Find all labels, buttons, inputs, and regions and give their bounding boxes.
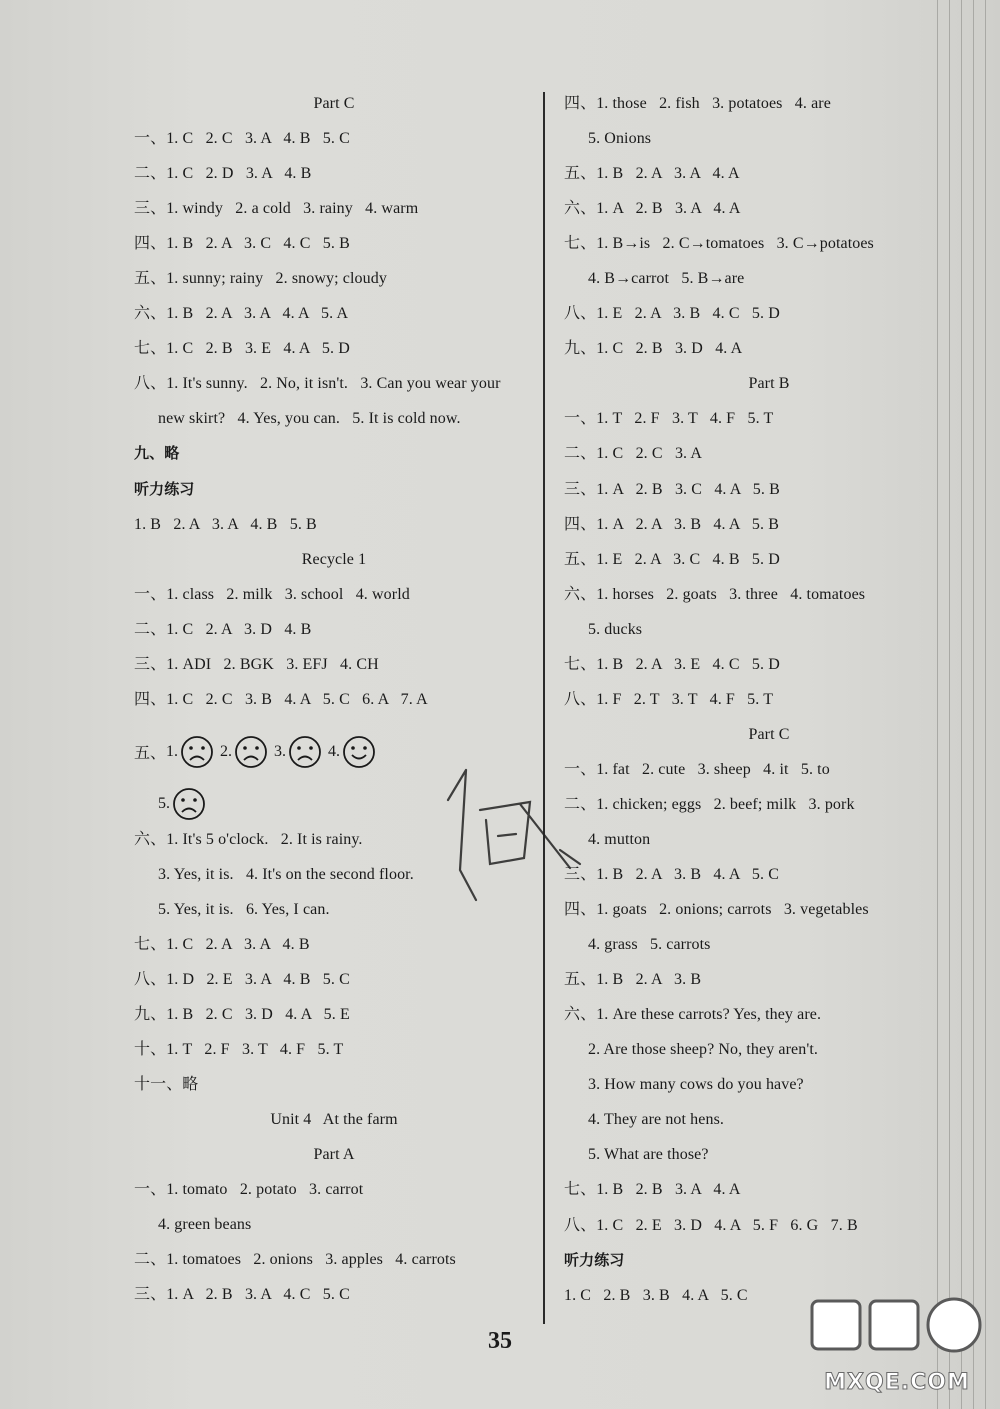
answer-line: 九、1. B 2. C 3. D 4. A 5. E	[134, 1006, 350, 1024]
answer-line: 八、1. F 2. T 3. T 4. F 5. T	[564, 690, 774, 708]
happy-face-icon	[342, 735, 376, 769]
answer-line: 四、1. B 2. A 3. C 4. C 5. B	[134, 235, 350, 253]
section-heading: Part A	[313, 1146, 355, 1164]
answer-line: 六、1. B 2. A 3. A 4. A 5. A	[134, 305, 349, 323]
answer-line: 三、1. ADI 2. BGK 3. EFJ 4. CH	[134, 655, 379, 673]
answer-line: 五、1. B 2. A 3. B	[564, 971, 702, 989]
question-number: 五、	[134, 745, 167, 763]
logo-text: MXQE.COM	[824, 1370, 970, 1395]
answer-line: 六、1. It's 5 o'clock. 2. It is rainy.	[134, 830, 363, 848]
answer-line: 4. green beans	[158, 1216, 252, 1234]
watermark-stamp	[420, 740, 620, 970]
answer-line: 二、1. C 2. D 3. A 4. B	[134, 165, 312, 183]
answer-line: 5. Yes, it is. 6. Yes, I can.	[158, 900, 330, 918]
answer-line: 四、1. C 2. C 3. B 4. A 5. C 6. A 7. A	[134, 690, 428, 708]
answer-line: 六、1. horses 2. goats 3. three 4. tomatoes	[564, 585, 866, 603]
sad-face-icon	[234, 735, 268, 769]
answer-line: 八、1. D 2. E 3. A 4. B 5. C	[134, 971, 350, 989]
answer-line: 4. grass 5. carrots	[588, 936, 711, 954]
answer-line: 二、1. C 2. C 3. A	[564, 445, 703, 463]
answer-line: 4. They are not hens.	[588, 1111, 724, 1129]
page-number: 35	[488, 1328, 512, 1354]
face-label: 1.	[166, 742, 179, 760]
answer-line: 六、1. Are these carrots? Yes, they are.	[564, 1006, 822, 1024]
answer-line: 七、1. C 2. A 3. A 4. B	[134, 935, 310, 953]
face-label: 4.	[328, 742, 341, 760]
column-divider	[543, 92, 545, 1324]
answer-line: 三、1. A 2. B 3. C 4. A 5. B	[564, 480, 780, 498]
answer-line: 5. Onions	[588, 130, 652, 148]
section-heading: Part B	[748, 375, 790, 393]
answer-line: new skirt? 4. Yes, you can. 5. It is cold now.	[158, 410, 461, 428]
answer-line: 一、1. tomato 2. potato 3. carrot	[134, 1181, 364, 1199]
answer-line: 三、1. B 2. A 3. B 4. A 5. C	[564, 866, 779, 884]
answer-line: 二、1. chicken; eggs 2. beef; milk 3. pork	[564, 795, 855, 813]
section-heading: Unit 4 At the farm	[270, 1111, 398, 1129]
answer-line: 四、1. goats 2. onions; carrots 3. vegetables	[564, 901, 869, 919]
answer-line: 2. Are those sheep? No, they aren't.	[588, 1041, 818, 1059]
answer-line: 九、1. C 2. B 3. D 4. A	[564, 340, 743, 358]
sad-face-icon	[288, 735, 322, 769]
answer-line: 3. How many cows do you have?	[588, 1076, 804, 1094]
answer-line: 十、1. T 2. F 3. T 4. F 5. T	[134, 1041, 344, 1059]
answer-line: 3. Yes, it is. 4. It's on the second floor.	[158, 865, 414, 883]
logo-mark-icon	[802, 1291, 992, 1371]
answer-line: 三、1. windy 2. a cold 3. rainy 4. warm	[134, 200, 419, 218]
answer-line: 四、1. A 2. A 3. B 4. A 5. B	[564, 515, 779, 533]
answer-line: 听力练习	[564, 1250, 625, 1269]
answer-line: 八、1. C 2. E 3. D 4. A 5. F 6. G 7. B	[564, 1216, 858, 1234]
answer-line: 七、1. C 2. B 3. E 4. A 5. D	[134, 340, 350, 358]
section-heading: Recycle 1	[301, 550, 367, 568]
answer-line: 八、1. E 2. A 3. B 4. C 5. D	[564, 305, 780, 323]
answer-line: 七、1. B→is 2. C→tomatoes 3. C→potatoes	[564, 235, 874, 253]
sad-face-icon	[172, 787, 206, 821]
answer-line: 十一、略	[134, 1076, 199, 1094]
answer-line: 一、1. class 2. milk 3. school 4. world	[134, 585, 410, 603]
answer-line: 四、1. those 2. fish 3. potatoes 4. are	[564, 95, 831, 112]
answer-line: 1. B 2. A 3. A 4. B 5. B	[134, 515, 317, 533]
section-heading: Part C	[748, 725, 790, 743]
face-label: 3.	[274, 742, 287, 760]
answer-line: 5. What are those?	[588, 1146, 709, 1164]
answer-line: 4. mutton	[588, 830, 651, 848]
face-label: 5.	[158, 795, 170, 813]
answer-line: 九、略	[134, 444, 180, 463]
answer-line: 六、1. A 2. B 3. A 4. A	[564, 200, 741, 218]
answer-line: 七、1. B 2. B 3. A 4. A	[564, 1181, 741, 1199]
answer-line: 二、1. C 2. A 3. D 4. B	[134, 620, 312, 638]
right-column	[564, 86, 974, 1313]
answer-line: 1. C 2. B 3. B 4. A 5. C	[564, 1286, 748, 1304]
face-label: 2.	[220, 742, 233, 760]
answer-line: 听力练习	[134, 479, 195, 498]
answer-line: 一、1. C 2. C 3. A 4. B 5. C	[134, 130, 350, 148]
site-logo	[802, 1291, 992, 1401]
answer-line: 八、1. It's sunny. 2. No, it isn't. 3. Can you wear your	[134, 375, 501, 393]
section-heading: Part C	[313, 95, 355, 112]
answer-line: 二、1. tomatoes 2. onions 3. apples 4. carrots	[134, 1251, 456, 1269]
answer-line: 五、1. B 2. A 3. A 4. A	[564, 165, 740, 183]
answer-line: 5. ducks	[588, 620, 643, 638]
left-column	[134, 86, 534, 1313]
sad-face-icon	[180, 735, 214, 769]
answer-line: 一、1. fat 2. cute 3. sheep 4. it 5. to	[564, 760, 830, 778]
answer-line: 五、1. E 2. A 3. C 4. B 5. D	[564, 550, 780, 568]
answer-line: 五、1. sunny; rainy 2. snowy; cloudy	[134, 270, 387, 288]
answer-line: 4. B→carrot 5. B→are	[588, 270, 745, 288]
answer-line: 一、1. T 2. F 3. T 4. F 5. T	[564, 410, 774, 428]
answer-line: 三、1. A 2. B 3. A 4. C 5. C	[134, 1286, 350, 1304]
answer-line: 七、1. B 2. A 3. E 4. C 5. D	[564, 655, 780, 673]
